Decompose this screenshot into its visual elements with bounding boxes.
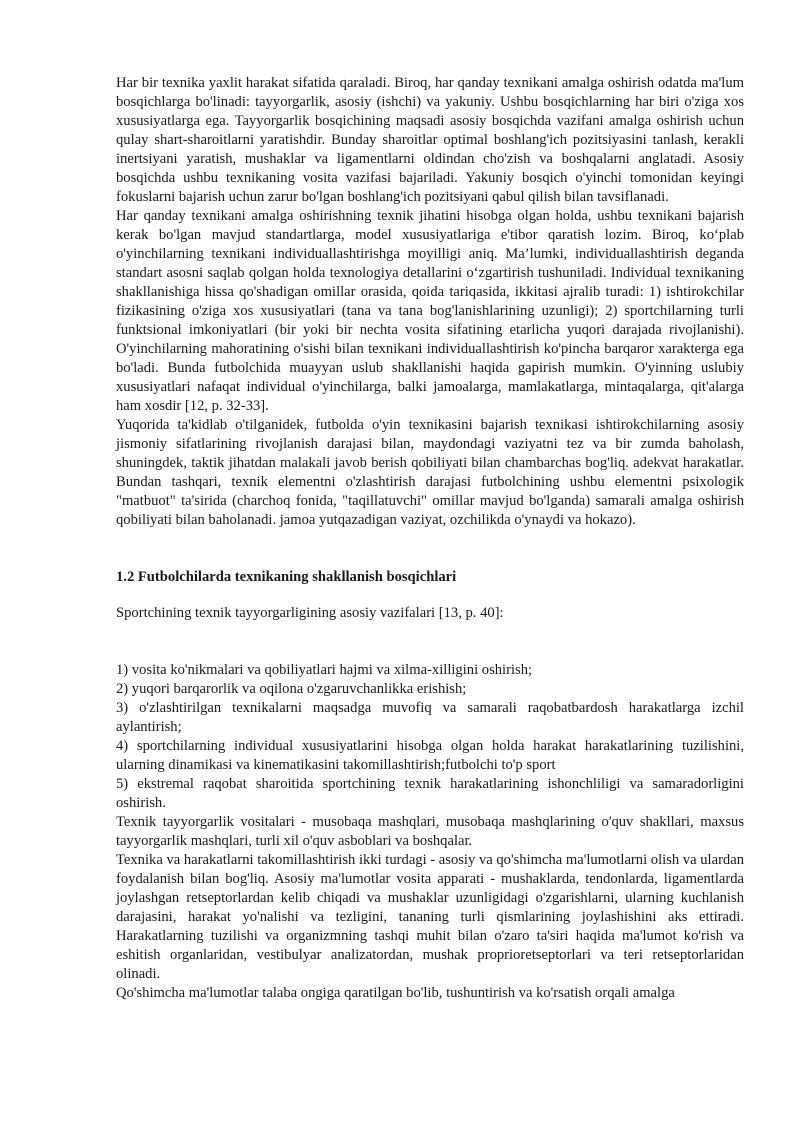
list-item: 3) o'zlashtirilgan texnikalarni maqsadga muvofiq va samarali raqobatbardosh harakatlarga izchil aylantirish; bbox=[116, 700, 744, 735]
intro-line: Sportchining texnik tayyorgarligining asosiy vazifalari [13, p. 40]: bbox=[116, 605, 504, 621]
task-list bbox=[116, 661, 744, 813]
spacer bbox=[116, 587, 744, 604]
list-item: 2) yuqori barqarorlik va oqilona o'zgaruvchanlikka erishish; bbox=[116, 681, 467, 697]
body-paragraph: Texnik tayyorgarlik vositalari - musobaqa mashqlari, musobaqa mashqlarining o'quv shakllari, maxsus tayyorgarlik mashqlari, turli xil o'quv asboblari va boshqalar. bbox=[116, 814, 744, 849]
document-page bbox=[116, 74, 744, 1003]
body-paragraph: Texnika va harakatlarni takomillashtirish ikki turdagi - asosiy va qo'shimcha ma'lumotlarni olish va ulardan foydalanish bilan bog'liq. Asosiy ma'lumotlar vosita apparati - mushaklarda, tendonlarda, ligamentlarda joylashgan retseptorlardan kelib chiqadi va mushaklar uzunligidagi o'zgarishlarni, ularning kuchlanish darajasini, harakat yo'nalishi va tezligini, tananing turli qismlarining joylashishini aks ettiradi. Harakatlarning tuzilishi va organizmning tashqi muhit bilan o'zaro ta'siri haqida ma'lumot ko'rish va eshitish organlaridan, vestibulyar analizatordan, mushak proprioretseptorlari va teri retseptorlaridan olinadi. bbox=[116, 852, 744, 982]
body-paragraph: Har bir texnika yaxlit harakat sifatida qaraladi. Biroq, har qanday texnikani amalga oshirish odatda ma'lum bosqichlarga bo'linadi: tayyorgarlik, asosiy (ishchi) va yakuniy. Ushbu bosqichlarning har biri o'ziga xos xususiyatlarga ega. Tayyorgarlik bosqichining maqsadi asosiy bosqichda vazifani amalga oshirish uchun qulay shart-sharoitlarni yaratishdir. Bunday sharoitlar optimal boshlang'ich pozitsiyasini tanlash, kerakli inertsiyani yaratish, mushaklar va ligamentlarni oldindan cho'zish va boshqalarni anglatadi. Asosiy bosqichda ushbu texnikaning vosita vazifasi bajariladi. Yakuniy bosqich o'yinchi tomonidan keyingi fokuslarni bajarish uchun zarur bo'lgan boshlang'ich pozitsiyani qabul qilish bilan tavsiflanadi. bbox=[116, 75, 744, 205]
body-paragraph: Har qanday texnikani amalga oshirishning texnik jihatini hisobga olgan holda, ushbu texnikani bajarish kerak bo'lgan mavjud standartlarga, model xususiyatlariga e'tibor qaratish lozim. Biroq, ko‘plab o'yinchilarning texnikani individuallashtirishga moyilligi aniq. Ma’lumki, individuallashtirish deganda standart asosni saqlab qolgan holda texnologiya detallarini o‘zgartirish tushuniladi. Individual texnikaning shakllanishiga hissa qo'shadigan omillar orasida, qoida tariqasida, ikkitasi ajralib turadi: 1) ishtirokchilar fizikasining o'ziga xos xususiyatlari (tana va tana bog'lanishlarining uzunligi); 2) sportchilarning turli funktsional imkoniyatlari (bir yoki bir nechta vosita sifatining etarlicha yuqori darajada rivojlanishi). O'yinchilarning mahoratining o'sishi bilan texnikani individuallashtirish ko'pincha barqaror xarakterga ega bo'ladi. Bunda futbolchida muayyan uslub shakllanishi haqida gapirish mumkin. O'yinning uslubiy xususiyatlari nafaqat individual o'yinchilarga, balki jamoalarga, mamlakatlarga, mintaqalarga, qit'alarga ham xosdir [12, p. 32-33]. bbox=[116, 208, 744, 414]
spacer bbox=[116, 623, 744, 661]
list-item: 5) ekstremal raqobat sharoitida sportchining texnik harakatlarining ishonchliligi va samaradorligini oshirish. bbox=[116, 776, 744, 811]
spacer bbox=[116, 530, 744, 568]
list-item: 1) vosita ko'nikmalari va qobiliyatlari hajmi va xilma-xilligini oshirish; bbox=[116, 662, 533, 678]
list-item: 4) sportchilarning individual xususiyatlarini hisobga olgan holda harakat harakatlarining tuzilishini, ularning dinamikasi va kinematikasini takomillashtirish;futbolchi to'p sport bbox=[116, 738, 744, 773]
body-paragraph: Yuqorida ta'kidlab o'tilganidek, futbolda o'yin texnikasini bajarish texnikasi ishtirokchilarning asosiy jismoniy sifatlarining rivojlanish darajasi bilan, maydondagi vaziyatni tez va bir zumda baholash, shuningdek, taktik jihatdan malakali javob berish qobiliyati bilan chambarchas bog'liq. adekvat harakatlar. Bundan tashqari, texnik elementni o'zlashtirish darajasi futbolchining ushbu elementni psixologik "matbuot" ta'sirida (charchoq fonida, "taqillatuvchi" omillar mavjud bo'lganda) samarali amalga oshirish qobiliyati bilan baholanadi. jamoa yutqazadigan vaziyat, ozchilikda o'ynaydi va hokazo). bbox=[116, 417, 744, 528]
section-heading: 1.2 Futbolchilarda texnikaning shakllanish bosqichlari bbox=[116, 569, 457, 585]
body-paragraph: Qo'shimcha ma'lumotlar talaba ongiga qaratilgan bo'lib, tushuntirish va ko'rsatish orqali amalga bbox=[116, 985, 675, 1001]
